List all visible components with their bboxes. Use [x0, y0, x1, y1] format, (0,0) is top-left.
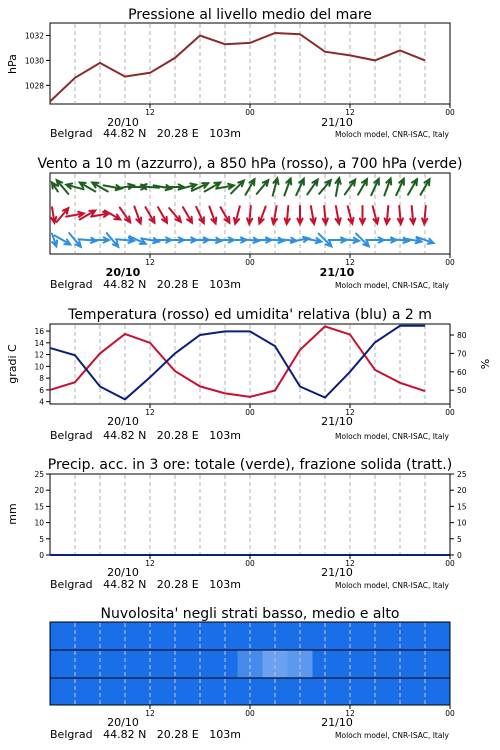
- x-tick-label: 00: [445, 408, 455, 417]
- x-tick-label: 12: [345, 108, 355, 117]
- wind-850hpa-arrow: [247, 206, 252, 224]
- precip-y-tick-right-label: 0: [457, 551, 462, 560]
- location-label: Belgrad 44.82 N 20.28 E 103m: [50, 578, 241, 591]
- precip-y-tick-right-label: 5: [457, 534, 462, 544]
- wind-850hpa-arrow: [259, 207, 266, 224]
- pressure-panel: [6, 7, 455, 140]
- temperature-y-tick-label: 8: [39, 374, 44, 384]
- wind-700hpa-arrow: [396, 179, 404, 195]
- x-tick-label: 00: [245, 709, 255, 718]
- precip-y-tick-right-label: 15: [457, 502, 467, 512]
- precip-y-ticks-left: [34, 470, 50, 560]
- wind-700hpa-arrow: [246, 179, 255, 195]
- wind-700hpa-arrow: [384, 179, 391, 196]
- wind-850hpa-arrow: [57, 208, 69, 222]
- location-label: Belgrad 44.82 N 20.28 E 103m: [50, 278, 241, 291]
- cloud-x-ticks: [145, 705, 455, 718]
- wind-panel: [37, 156, 462, 291]
- temperature-ylabel: gradi C: [6, 344, 19, 384]
- date-label-21-10: 21/10: [321, 116, 353, 129]
- wind-850hpa-arrow: [422, 206, 427, 224]
- temperature-y-tick-label: 16: [34, 327, 44, 337]
- model-label: Moloch model, CNR-ISAC, Italy: [335, 130, 449, 139]
- wind-850hpa-arrow: [285, 206, 290, 224]
- pressure-y-tick-label: 1028: [24, 81, 44, 91]
- wind-850hpa-arrow: [373, 206, 379, 223]
- precip-title: Precip. acc. in 3 ore: totale (verde), frazione solida (tratt.): [47, 457, 453, 473]
- wind-title: Vento a 10 m (azzurro), a 850 hPa (rosso), a 700 hPa (verde): [37, 156, 463, 172]
- date-label-20-10: 20/10: [107, 116, 139, 129]
- x-tick-label: 00: [245, 258, 255, 267]
- precip-y-tick-right-label: 10: [457, 518, 467, 528]
- x-tick-label: 00: [445, 559, 455, 568]
- temperature-series-line: [50, 326, 425, 397]
- humidity-y-ticks-right: [450, 331, 467, 395]
- x-tick-label: 12: [145, 559, 155, 568]
- temperature-y-tick-label: 6: [39, 385, 44, 395]
- model-label: Moloch model, CNR-ISAC, Italy: [335, 281, 449, 290]
- wind-850hpa-arrow: [323, 206, 328, 224]
- wind-850hpa-arrow: [348, 206, 354, 223]
- x-tick-label: 00: [445, 709, 455, 718]
- wind-x-ticks: [145, 254, 455, 267]
- wind-700hpa-arrow: [371, 179, 379, 195]
- x-tick-label: 00: [245, 559, 255, 568]
- wind-850hpa-arrow: [336, 206, 341, 224]
- cloud-title: Nuvolosita' negli strati basso, medio e alto: [100, 606, 400, 622]
- wind-700hpa-arrow: [257, 180, 269, 194]
- precip-x-ticks: [145, 555, 455, 568]
- model-label: Moloch model, CNR-ISAC, Italy: [335, 731, 449, 740]
- temperature-y-ticks-left: [34, 327, 50, 407]
- x-tick-label: 00: [245, 408, 255, 417]
- precip-y-tick-label: 20: [34, 486, 44, 496]
- wind-700hpa-arrow: [296, 179, 304, 195]
- humidity-y-tick-label: 50: [457, 386, 467, 396]
- temperature-grid: [75, 325, 425, 403]
- pressure-title: Pressione al livello medio del mare: [128, 7, 372, 23]
- temperature-footer: [50, 415, 450, 442]
- precip-grid: [75, 475, 425, 554]
- temperature-title: Temperatura (rosso) ed umidita' relativa (blu) a 2 m: [68, 307, 432, 323]
- precip-y-tick-label: 10: [34, 518, 44, 528]
- wind-850hpa-arrow: [272, 206, 277, 224]
- x-tick-label: 12: [345, 258, 355, 267]
- cloud-footer: [50, 716, 450, 741]
- date-label-20-10: 20/10: [105, 266, 141, 279]
- cloud-cell: [50, 650, 63, 678]
- cloud-cells: [50, 622, 451, 705]
- wind-850hpa-arrow: [297, 206, 302, 224]
- wind-footer: [50, 266, 450, 291]
- temperature-y-tick-label: 14: [34, 338, 44, 348]
- x-tick-label: 12: [345, 559, 355, 568]
- wind-850hpa-arrow: [360, 206, 365, 224]
- wind-700hpa-arrow: [307, 180, 317, 195]
- humidity-y-tick-label: 70: [457, 349, 467, 359]
- wind-850hpa-arrow: [311, 206, 316, 224]
- date-label-21-10: 21/10: [321, 566, 353, 579]
- precip-panel: [6, 457, 467, 591]
- pressure-x-ticks: [145, 104, 455, 117]
- location-label: Belgrad 44.82 N 20.28 E 103m: [50, 429, 241, 442]
- model-label: Moloch model, CNR-ISAC, Italy: [335, 432, 449, 441]
- x-tick-label: 12: [345, 709, 355, 718]
- x-tick-label: 12: [145, 258, 155, 267]
- precip-y-tick-label: 0: [39, 551, 44, 560]
- wind-850hpa-arrow: [209, 207, 216, 224]
- pressure-footer: [50, 116, 450, 140]
- model-label: Moloch model, CNR-ISAC, Italy: [335, 581, 449, 590]
- cloud-cell: [413, 677, 451, 705]
- precip-y-ticks-right: [450, 470, 467, 560]
- date-label-20-10: 20/10: [107, 415, 139, 428]
- pressure-ylabel: hPa: [6, 54, 19, 74]
- precip-footer: [50, 566, 450, 591]
- location-label: Belgrad 44.82 N 20.28 E 103m: [50, 127, 241, 140]
- wind-850hpa-arrow: [398, 206, 403, 224]
- precip-y-tick-label: 15: [34, 502, 44, 512]
- location-label: Belgrad 44.82 N 20.28 E 103m: [50, 728, 241, 741]
- wind-850hpa-arrow: [183, 207, 192, 223]
- temperature-panel: [6, 307, 492, 442]
- date-label-21-10: 21/10: [321, 415, 353, 428]
- x-tick-label: 12: [145, 408, 155, 417]
- pressure-grid: [75, 24, 425, 103]
- temperature-y-tick-label: 10: [34, 362, 44, 372]
- date-label-21-10: 21/10: [321, 716, 353, 729]
- precip-y-tick-label: 5: [39, 534, 44, 544]
- x-tick-label: 00: [445, 108, 455, 117]
- cloud-cell: [50, 622, 63, 650]
- wind-700hpa-arrow: [408, 179, 417, 195]
- x-tick-label: 12: [145, 108, 155, 117]
- cloud-cell: [413, 622, 451, 650]
- wind-700hpa-arrow: [358, 179, 367, 195]
- date-label-21-10: 21/10: [319, 266, 355, 279]
- wind-700hpa-arrow: [345, 180, 355, 195]
- wind-700hpa-arrow: [273, 178, 279, 195]
- pressure-plot-frame: [50, 23, 450, 104]
- wind-700hpa-arrow: [421, 179, 430, 195]
- precip-y-tick-right-label: 25: [457, 470, 467, 479]
- pressure-y-tick-label: 1032: [24, 31, 44, 41]
- temperature-y-tick-label: 12: [34, 350, 44, 360]
- x-tick-label: 00: [245, 108, 255, 117]
- x-tick-label: 12: [345, 408, 355, 417]
- humidity-y-tick-label: 60: [457, 367, 467, 377]
- cloud-cell: [50, 677, 63, 705]
- cloud-panel: [50, 606, 455, 741]
- date-label-20-10: 20/10: [107, 566, 139, 579]
- x-tick-label: 12: [145, 709, 155, 718]
- pressure-y-ticks: [25, 31, 50, 90]
- wind-700hpa-arrow: [336, 178, 341, 196]
- pressure-y-tick-label: 1030: [24, 56, 44, 66]
- cloud-cell: [413, 650, 451, 678]
- precip-ylabel: mm: [6, 503, 19, 525]
- x-tick-label: 00: [445, 258, 455, 267]
- humidity-ylabel: %: [479, 358, 492, 370]
- wind-850hpa-arrow: [234, 206, 240, 223]
- wind-850hpa-arrow: [134, 207, 141, 224]
- temperature-y-tick-label: 4: [39, 397, 44, 407]
- pressure-series-line: [50, 33, 425, 102]
- wind-850hpa-arrow: [410, 206, 415, 224]
- wind-850hpa-arrow: [158, 207, 167, 223]
- wind-700hpa-arrow: [284, 179, 291, 196]
- wind-850hpa-arrow: [51, 207, 56, 223]
- wind-850hpa-arrow: [385, 206, 390, 224]
- humidity-y-tick-label: 80: [457, 331, 467, 341]
- wind-arrows: [51, 178, 433, 247]
- precip-plot-frame: [50, 474, 450, 555]
- precip-y-tick-right-label: 20: [457, 486, 467, 496]
- temperature-x-ticks: [145, 404, 455, 417]
- date-label-20-10: 20/10: [107, 716, 139, 729]
- precip-y-tick-label: 25: [34, 470, 44, 479]
